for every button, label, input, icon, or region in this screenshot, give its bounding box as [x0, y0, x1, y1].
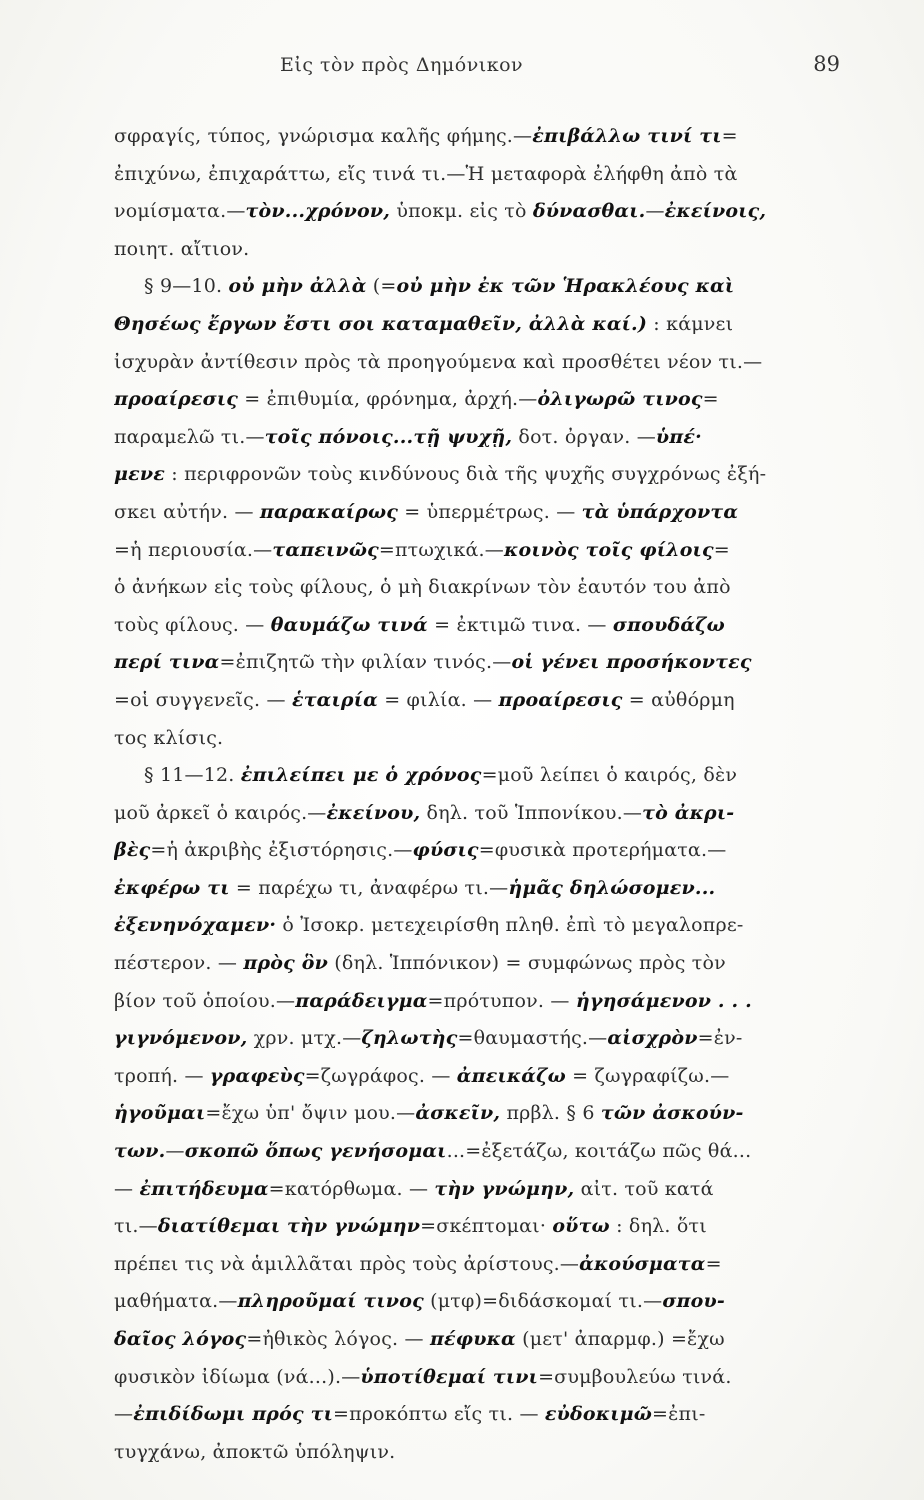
lemma-term: οὕτω: [552, 1215, 610, 1238]
gloss-text: : περιφρονῶν τοὺς κινδύνους διὰ τῆς ψυχῆς συγχρόνως ἐξή-: [165, 463, 767, 486]
gloss-text: = ἐπιθυμία, φρόνημα, ἀρχή.—: [238, 388, 538, 411]
gloss-text: (μτφ)=διδάσκομαί τι.—: [423, 1290, 663, 1313]
commentary-text: [114, 118, 834, 1471]
text-line: [114, 193, 834, 231]
lemma-term: ἐξενηνόχαμεν·: [114, 914, 277, 937]
lemma-term: τὴν γνώμην,: [434, 1177, 575, 1200]
gloss-text: —: [645, 200, 665, 223]
lemma-term: εὐδοκιμῶ: [544, 1403, 653, 1426]
lemma-term: κοινὸς τοῖς φίλοις: [504, 538, 714, 561]
gloss-text: —: [114, 1177, 140, 1200]
text-line: [114, 983, 834, 1021]
lemma-term: τοῖς πόνοις...τῇ ψυχῇ,: [264, 425, 513, 448]
gloss-text: =θαυμαστής.—: [457, 1027, 608, 1050]
page-number: 89: [813, 52, 840, 76]
lemma-term: οἱ γένει προσήκοντες: [511, 651, 752, 674]
text-line: [114, 1321, 834, 1359]
gloss-text: =ἔχω ὑπ' ὄψιν μου.—: [205, 1102, 416, 1125]
text-line: [114, 381, 834, 419]
text-line: [114, 532, 834, 570]
lemma-term: διατίθεμαι τὴν γνώμην: [157, 1215, 421, 1238]
gloss-text: =πρότυπον. —: [427, 989, 576, 1012]
text-line: [114, 1171, 834, 1209]
lemma-term: γιγνόμενον,: [114, 1027, 248, 1050]
lemma-term: προαίρεσις: [498, 688, 623, 711]
lemma-term: ὀλιγωρῶ τινος: [537, 388, 703, 411]
gloss-text: τος κλίσις.: [114, 726, 224, 749]
text-line: [114, 268, 834, 306]
lemma-term: ἀπεικάζω: [456, 1064, 566, 1087]
lemma-term: ταπεινῶς: [272, 538, 379, 561]
gloss-text: βίον τοῦ ὁποίου.—: [114, 989, 296, 1012]
lemma-term: οὐ μὴν ἐκ τῶν Ἡρακλέους καὶ: [396, 275, 735, 298]
lemma-term: οὐ μὴν ἀλλὰ: [228, 275, 367, 298]
lemma-term: ἐπιβάλλω τινί τι: [532, 125, 722, 147]
gloss-text: —: [165, 1140, 185, 1163]
lemma-term: ἐπιλείπει με ὁ χρόνος: [240, 764, 482, 787]
gloss-text: =φυσικὰ προτερήματα.—: [478, 839, 727, 862]
lemma-term: πληροῦμαί τινος: [237, 1290, 424, 1313]
gloss-text: αἰτ. τοῦ κατά: [574, 1177, 714, 1200]
gloss-text: δοτ. ὀργαν. —: [512, 425, 656, 448]
gloss-text: =συμβουλεύω τινά.: [538, 1365, 732, 1388]
running-title: Εἰς τὸν πρὸς Δημόνικον: [280, 54, 524, 76]
gloss-text: ποιητ. αἴτιον.: [114, 237, 250, 260]
text-line: [114, 1283, 834, 1321]
gloss-text: =σκέπτομαι·: [420, 1215, 553, 1238]
text-line: [114, 419, 834, 457]
lemma-term: δύνασθαι.: [532, 200, 646, 223]
lemma-term: δαῖος λόγος: [114, 1328, 247, 1350]
text-line: [114, 1434, 834, 1472]
lemma-term: γραφεὺς: [209, 1064, 305, 1087]
page-header: [140, 54, 840, 84]
text-line: [114, 1133, 834, 1171]
gloss-text: ὁ Ἰσοκρ. μετεχειρίσθη πληθ. ἐπὶ τὸ μεγαλοπρε-: [276, 914, 744, 937]
text-line: [114, 644, 834, 682]
lemma-term: μενε: [114, 463, 165, 486]
gloss-text: σκει αὐτήν. —: [114, 500, 260, 523]
text-line: [114, 1359, 834, 1397]
gloss-text: τοὺς φίλους. —: [114, 613, 271, 636]
gloss-text: (δηλ. Ἱππόνικον) = συμφώνως πρὸς τὸν: [328, 952, 726, 975]
lemma-term: ζηλωτὴς: [361, 1027, 458, 1050]
lemma-term: παρακαίρως: [259, 500, 399, 523]
gloss-text: =: [705, 1252, 722, 1275]
gloss-text: χρν. μτχ.—: [247, 1027, 362, 1050]
text-line: [114, 306, 834, 344]
gloss-text: = ὑπερμέτρως. —: [398, 500, 582, 523]
text-line: [114, 1058, 834, 1096]
lemma-term: ἑταιρία: [291, 688, 378, 711]
lemma-term: ἐκείνοις,: [664, 200, 767, 223]
text-line: [114, 607, 834, 645]
text-line: [114, 870, 834, 908]
text-line: [114, 682, 834, 720]
text-line: [114, 720, 834, 758]
gloss-text: =κατόρθωμα. —: [268, 1177, 435, 1200]
gloss-text: =ἡ περιουσία.—: [114, 538, 273, 561]
gloss-text: =ζωγράφος. —: [304, 1064, 457, 1087]
lemma-term: ἡμᾶς δηλώσομεν...: [508, 876, 716, 899]
gloss-text: τροπή. —: [114, 1064, 210, 1087]
gloss-text: =ἐν-: [697, 1027, 743, 1050]
gloss-text: πρβλ. § 6: [500, 1102, 601, 1125]
gloss-text: =ἐπι-: [652, 1403, 706, 1426]
lemma-term: προαίρεσις: [114, 388, 238, 411]
lemma-term: των.: [114, 1140, 166, 1163]
text-line: [114, 118, 834, 156]
lemma-term: φύσις: [412, 839, 479, 862]
gloss-text: § 9—10.: [144, 275, 229, 298]
gloss-text: τι.—: [114, 1215, 158, 1238]
text-line: [114, 832, 834, 870]
gloss-text: § 11—12.: [144, 764, 241, 787]
text-line: [114, 795, 834, 833]
lemma-term: ἐκείνου,: [326, 801, 421, 824]
text-line: [114, 1208, 834, 1246]
text-line: [114, 1396, 834, 1434]
gloss-text: =πτωχικά.—: [378, 538, 504, 561]
gloss-text: = φιλία. —: [377, 688, 499, 711]
lemma-term: αἰσχρὸν: [607, 1027, 698, 1050]
lemma-term: ἐκφέρω τι: [114, 876, 230, 899]
gloss-text: =: [702, 388, 719, 411]
lemma-term: ἐπιτήδευμα: [139, 1177, 269, 1200]
gloss-text: μοῦ ἀρκεῖ ὁ καιρός.—: [114, 801, 327, 824]
gloss-text: =: [721, 125, 738, 147]
lemma-term: πρὸς ὃν: [243, 952, 328, 975]
gloss-text: =οἱ συγγενεῖς. —: [114, 688, 292, 711]
gloss-text: παραμελῶ τι.—: [114, 425, 265, 448]
gloss-text: (=: [366, 275, 397, 298]
gloss-text: ὁ ἀνήκων εἰς τοὺς φίλους, ὁ μὴ διακρίνων τὸν ἑαυτόν του ἀπὸ: [114, 576, 731, 599]
gloss-text: =μοῦ λείπει ὁ καιρός, δὲν: [481, 764, 738, 787]
text-line: [114, 156, 834, 194]
gloss-text: : δηλ. ὅτι: [609, 1215, 707, 1238]
text-line: [114, 907, 834, 945]
gloss-text: τυγχάνω, ἀποκτῶ ὑπόληψιν.: [114, 1440, 396, 1463]
text-line: [114, 456, 834, 494]
gloss-text: (μετ' ἀπαρμφ.) =ἔχω: [515, 1328, 725, 1350]
text-line: [114, 1246, 834, 1284]
gloss-text: : κάμνει: [647, 312, 734, 335]
gloss-text: = παρέχω τι, ἀναφέρω τι.—: [229, 876, 509, 899]
lemma-term: περί τινα: [114, 651, 220, 674]
gloss-text: φυσικὸν ἰδίωμα (νά...).—: [114, 1365, 361, 1388]
lemma-term: ἐπιδίδωμι πρός τι: [133, 1403, 333, 1426]
lemma-term: τὰ ὑπάρχοντα: [581, 500, 739, 523]
lemma-term: σπου-: [662, 1290, 725, 1313]
lemma-term: Θησέως ἔργων ἔστι σοι καταμαθεῖν, ἀλλὰ καί.): [114, 312, 648, 335]
gloss-text: ...=ἐξετάζω, κοιτάζω πῶς θά...: [446, 1140, 752, 1163]
lemma-term: παράδειγμα: [295, 989, 428, 1012]
lemma-term: ὑπέ·: [655, 425, 702, 448]
gloss-text: νομίσματα.—: [114, 200, 246, 223]
text-line: [114, 1095, 834, 1133]
gloss-text: = ἐκτιμῶ τινα. —: [427, 613, 613, 636]
gloss-text: —: [114, 1403, 134, 1426]
lemma-term: σπουδάζω: [612, 613, 725, 636]
lemma-term: τὸν...χρόνον,: [245, 200, 391, 223]
gloss-text: ἐπιχύνω, ἐπιχαράττω, εἴς τινά τι.—Ἡ μεταφορὰ ἐλήφθη ἀπὸ τὰ: [114, 162, 738, 185]
text-line: [114, 945, 834, 983]
gloss-text: πρέπει τις νὰ ἁμιλλᾶται πρὸς τοὺς ἀρίστους.—: [114, 1252, 580, 1275]
lemma-term: βὲς: [114, 839, 151, 862]
lemma-term: ἡγησάμενον . . .: [575, 989, 752, 1012]
gloss-text: =ἠθικὸς λόγος. —: [246, 1328, 430, 1350]
gloss-text: =: [713, 538, 730, 561]
lemma-term: ἡγοῦμαι: [114, 1102, 206, 1125]
gloss-text: σφραγίς, τύπος, γνώρισμα καλῆς φήμης.—: [114, 125, 533, 147]
lemma-term: ἀκούσματα: [579, 1252, 706, 1275]
gloss-text: μαθήματα.—: [114, 1290, 238, 1313]
gloss-text: δηλ. τοῦ Ἱππονίκου.—: [420, 801, 643, 824]
text-line: [114, 494, 834, 532]
lemma-term: πέφυκα: [429, 1328, 516, 1350]
lemma-term: ὑποτίθεμαί τινι: [360, 1365, 539, 1388]
text-line: [114, 344, 834, 382]
text-line: [114, 569, 834, 607]
text-line: [114, 757, 834, 795]
gloss-text: ὑποκμ. εἰς τὸ: [390, 200, 533, 223]
gloss-text: πέστερον. —: [114, 952, 244, 975]
lemma-term: θαυμάζω τινά: [270, 613, 428, 636]
text-line: [114, 1020, 834, 1058]
lemma-term: σκοπῶ ὅπως γενήσομαι: [184, 1140, 447, 1163]
gloss-text: =προκόπτω εἴς τι. —: [332, 1403, 545, 1426]
gloss-text: = αὐθόρμη: [622, 688, 735, 711]
lemma-term: τὸ ἀκρι-: [642, 801, 735, 824]
lemma-term: ἀσκεῖν,: [415, 1102, 501, 1125]
gloss-text: =ἐπιζητῶ τὴν φιλίαν τινός.—: [219, 651, 512, 674]
gloss-text: ἰσχυρὰν ἀντίθεσιν πρὸς τὰ προηγούμενα καὶ προσθέτει νέον τι.—: [114, 350, 763, 373]
gloss-text: =ἡ ἀκριβὴς ἐξιστόρησις.—: [150, 839, 413, 862]
text-line: [114, 231, 834, 269]
lemma-term: τῶν ἀσκούν-: [600, 1102, 744, 1125]
gloss-text: = ζωγραφίζω.—: [565, 1064, 730, 1087]
